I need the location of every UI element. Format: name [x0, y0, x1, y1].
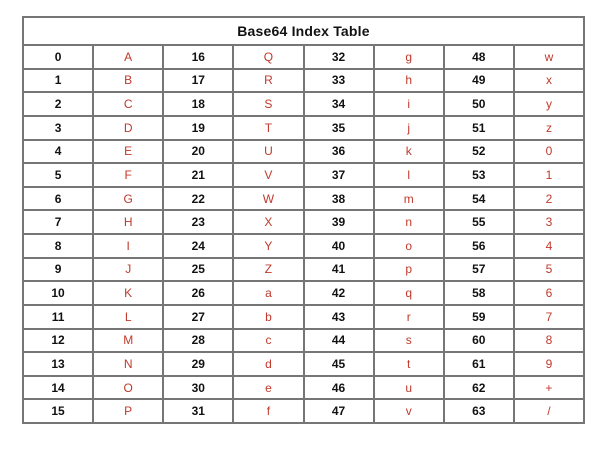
index-value-cell: 12 — [23, 329, 93, 353]
index-value-cell: 10 — [23, 281, 93, 305]
index-value-cell: 8 — [23, 234, 93, 258]
index-value-cell: 22 — [163, 187, 233, 211]
base64-char-cell: m — [374, 187, 444, 211]
base64-char-cell: u — [374, 376, 444, 400]
index-value-cell: 24 — [163, 234, 233, 258]
index-value-cell: 35 — [304, 116, 374, 140]
index-value-cell: 2 — [23, 92, 93, 116]
index-value-cell: 46 — [304, 376, 374, 400]
table-row — [23, 163, 584, 187]
base64-char-cell: b — [233, 305, 303, 329]
table-row — [23, 45, 584, 69]
index-value-cell: 20 — [163, 140, 233, 164]
index-value-cell: 36 — [304, 140, 374, 164]
index-value-cell: 52 — [444, 140, 514, 164]
index-value-cell: 62 — [444, 376, 514, 400]
table-row — [23, 187, 584, 211]
base64-char-cell: v — [374, 399, 444, 423]
base64-char-cell: W — [233, 187, 303, 211]
base64-char-cell: / — [514, 399, 584, 423]
index-value-cell: 32 — [304, 45, 374, 69]
index-value-cell: 26 — [163, 281, 233, 305]
index-value-cell: 57 — [444, 258, 514, 282]
table-row — [23, 234, 584, 258]
index-value-cell: 25 — [163, 258, 233, 282]
table-row — [23, 281, 584, 305]
base64-char-cell: w — [514, 45, 584, 69]
index-value-cell: 1 — [23, 69, 93, 93]
index-value-cell: 42 — [304, 281, 374, 305]
base64-char-cell: R — [233, 69, 303, 93]
base64-char-cell: H — [93, 210, 163, 234]
base64-char-cell: z — [514, 116, 584, 140]
index-value-cell: 37 — [304, 163, 374, 187]
index-value-cell: 50 — [444, 92, 514, 116]
index-value-cell: 17 — [163, 69, 233, 93]
table-row — [23, 140, 584, 164]
index-value-cell: 29 — [163, 352, 233, 376]
index-value-cell: 39 — [304, 210, 374, 234]
base64-char-cell: t — [374, 352, 444, 376]
table-title: Base64 Index Table — [23, 17, 584, 45]
index-value-cell: 27 — [163, 305, 233, 329]
base64-char-cell: 7 — [514, 305, 584, 329]
index-value-cell: 60 — [444, 329, 514, 353]
base64-char-cell: y — [514, 92, 584, 116]
index-value-cell: 23 — [163, 210, 233, 234]
base64-char-cell: 6 — [514, 281, 584, 305]
index-value-cell: 28 — [163, 329, 233, 353]
base64-char-cell: U — [233, 140, 303, 164]
index-value-cell: 4 — [23, 140, 93, 164]
base64-char-cell: L — [93, 305, 163, 329]
base64-char-cell: i — [374, 92, 444, 116]
base64-char-cell: M — [93, 329, 163, 353]
base64-char-cell: N — [93, 352, 163, 376]
index-value-cell: 15 — [23, 399, 93, 423]
base64-char-cell: C — [93, 92, 163, 116]
index-value-cell: 16 — [163, 45, 233, 69]
base64-char-cell: X — [233, 210, 303, 234]
base64-table-container — [22, 16, 585, 424]
base64-char-cell: k — [374, 140, 444, 164]
index-value-cell: 44 — [304, 329, 374, 353]
table-row — [23, 210, 584, 234]
base64-index-table — [22, 16, 585, 424]
base64-char-cell: 8 — [514, 329, 584, 353]
table-row — [23, 329, 584, 353]
index-value-cell: 53 — [444, 163, 514, 187]
table-row — [23, 69, 584, 93]
base64-char-cell: e — [233, 376, 303, 400]
base64-char-cell: Y — [233, 234, 303, 258]
table-row — [23, 399, 584, 423]
table-row — [23, 92, 584, 116]
base64-char-cell: Z — [233, 258, 303, 282]
table-row — [23, 258, 584, 282]
index-value-cell: 31 — [163, 399, 233, 423]
base64-char-cell: P — [93, 399, 163, 423]
base64-char-cell: S — [233, 92, 303, 116]
index-value-cell: 38 — [304, 187, 374, 211]
base64-char-cell: l — [374, 163, 444, 187]
base64-char-cell: q — [374, 281, 444, 305]
base64-char-cell: + — [514, 376, 584, 400]
index-value-cell: 61 — [444, 352, 514, 376]
base64-char-cell: F — [93, 163, 163, 187]
index-value-cell: 59 — [444, 305, 514, 329]
base64-char-cell: A — [93, 45, 163, 69]
base64-char-cell: d — [233, 352, 303, 376]
index-value-cell: 30 — [163, 376, 233, 400]
table-row — [23, 305, 584, 329]
base64-char-cell: 9 — [514, 352, 584, 376]
base64-char-cell: G — [93, 187, 163, 211]
index-value-cell: 48 — [444, 45, 514, 69]
index-value-cell: 13 — [23, 352, 93, 376]
index-value-cell: 54 — [444, 187, 514, 211]
index-value-cell: 5 — [23, 163, 93, 187]
index-value-cell: 41 — [304, 258, 374, 282]
base64-char-cell: c — [233, 329, 303, 353]
index-value-cell: 56 — [444, 234, 514, 258]
base64-char-cell: a — [233, 281, 303, 305]
index-value-cell: 49 — [444, 69, 514, 93]
base64-char-cell: g — [374, 45, 444, 69]
base64-char-cell: T — [233, 116, 303, 140]
base64-char-cell: n — [374, 210, 444, 234]
index-value-cell: 11 — [23, 305, 93, 329]
base64-char-cell: p — [374, 258, 444, 282]
index-value-cell: 18 — [163, 92, 233, 116]
index-value-cell: 58 — [444, 281, 514, 305]
index-value-cell: 45 — [304, 352, 374, 376]
base64-char-cell: j — [374, 116, 444, 140]
base64-char-cell: 4 — [514, 234, 584, 258]
base64-char-cell: V — [233, 163, 303, 187]
index-value-cell: 9 — [23, 258, 93, 282]
table-row — [23, 376, 584, 400]
base64-char-cell: 1 — [514, 163, 584, 187]
base64-char-cell: B — [93, 69, 163, 93]
base64-char-cell: r — [374, 305, 444, 329]
base64-char-cell: x — [514, 69, 584, 93]
base64-char-cell: o — [374, 234, 444, 258]
table-header-row — [23, 17, 584, 45]
base64-char-cell: E — [93, 140, 163, 164]
base64-char-cell: D — [93, 116, 163, 140]
base64-char-cell: 2 — [514, 187, 584, 211]
base64-char-cell: K — [93, 281, 163, 305]
index-value-cell: 34 — [304, 92, 374, 116]
table-row — [23, 116, 584, 140]
index-value-cell: 19 — [163, 116, 233, 140]
base64-char-cell: 0 — [514, 140, 584, 164]
table-body — [23, 45, 584, 423]
index-value-cell: 55 — [444, 210, 514, 234]
index-value-cell: 6 — [23, 187, 93, 211]
base64-char-cell: O — [93, 376, 163, 400]
index-value-cell: 40 — [304, 234, 374, 258]
index-value-cell: 47 — [304, 399, 374, 423]
index-value-cell: 14 — [23, 376, 93, 400]
base64-char-cell: Q — [233, 45, 303, 69]
index-value-cell: 63 — [444, 399, 514, 423]
base64-char-cell: s — [374, 329, 444, 353]
base64-char-cell: I — [93, 234, 163, 258]
index-value-cell: 21 — [163, 163, 233, 187]
base64-char-cell: h — [374, 69, 444, 93]
base64-char-cell: 3 — [514, 210, 584, 234]
index-value-cell: 0 — [23, 45, 93, 69]
index-value-cell: 33 — [304, 69, 374, 93]
index-value-cell: 51 — [444, 116, 514, 140]
base64-char-cell: J — [93, 258, 163, 282]
table-row — [23, 352, 584, 376]
base64-char-cell: 5 — [514, 258, 584, 282]
index-value-cell: 7 — [23, 210, 93, 234]
index-value-cell: 43 — [304, 305, 374, 329]
index-value-cell: 3 — [23, 116, 93, 140]
base64-char-cell: f — [233, 399, 303, 423]
